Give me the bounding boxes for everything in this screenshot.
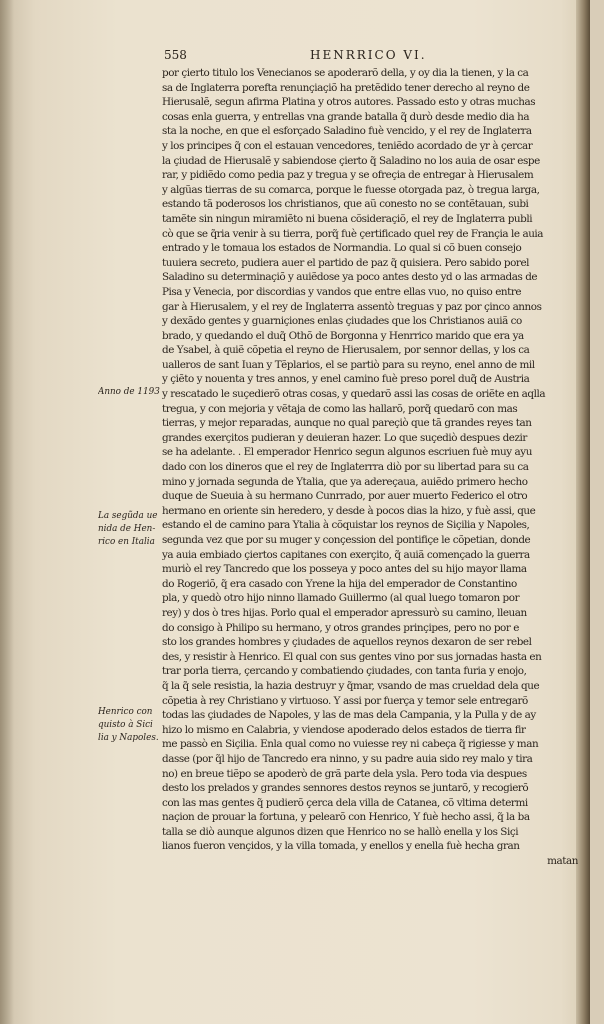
text-line: ya auia embiado çiertos capitanes con exerçito, q̃ auiã començado la guerra: [162, 548, 530, 561]
page-header: [160, 48, 580, 66]
margin-note-segunda-venida: [98, 510, 164, 549]
text-line: mino y jornada segunda de Ytalia, que ya adereçaua, auiẽdo primero hecho: [162, 475, 528, 488]
text-line: dado con los dineros que el rey de Inglaterrra diò por su libertad para su ca: [162, 461, 529, 474]
page-edge: [576, 0, 590, 1024]
text-line: hizo lo mismo en Calabria, y viendose apoderado delos estados de tierra fir: [162, 723, 526, 736]
text-line: tierras, y mejor reparadas, aunque no qual pareçiò que tã grandes reyes tan: [162, 417, 532, 430]
text-line: tamẽte sin ningun miramiẽto ni buena cõsideraçiõ, el rey de Inglaterra publi: [162, 212, 533, 225]
text-line: tuuiera secreto, pudiera auer el partido de paz q̃ quisiera. Pero sabido porel: [162, 256, 530, 269]
margin-note-line: rico en Italia: [98, 537, 155, 547]
text-line: gar à Hierusalem, y el rey de Inglaterra assentò treguas y paz por çinco annos: [162, 300, 542, 313]
text-line: cosas enla guerra, y entrellas vna grande batalla q̃ durò desde medio dia ha: [162, 110, 530, 123]
text-line: do consigo à Philipo su hermano, y otros grandes prinçipes, pero no por e: [162, 621, 519, 634]
text-line: lianos fueron vençidos, y la villa tomada, y enellos y enella fuè hecha gran: [162, 840, 520, 853]
spine-shadow: [0, 0, 14, 1024]
text-line: y rescatado le suçedierõ otras cosas, y quedarõ assi las cosas de oriẽte en aqlla: [162, 388, 546, 401]
text-line: todas las çiudades de Napoles, y las de mas dela Campania, y la Pulla y de ay: [162, 709, 536, 722]
margin-note-anno: [98, 386, 164, 399]
text-line: muriò el rey Tancredo que los posseya y poco antes del su hijo mayor llama: [162, 563, 527, 576]
text-line: y dexãdo gentes y guarniçiones enlas çiudades que los Christianos auiã co: [162, 315, 522, 328]
text-line: y çiẽto y nouenta y tres annos, y enel camino fuè preso porel duq̃ de Austria: [162, 373, 530, 386]
margin-note-conquisto: [98, 706, 164, 745]
text-line: Pisa y Venecia, por discordias y vandos que entre ellas vuo, no quiso entre: [162, 285, 522, 298]
text-line: no) en breue tiẽpo se apoderò de grã parte dela ysla. Pero toda via despues: [162, 767, 527, 780]
text-line: sa de Inglaterra porefta renunçiaçiõ ha pretẽdido tener derecho al reyno de: [162, 81, 530, 94]
text-line: naçion de prouar la fortuna, y pelearõ con Henrico, Y fuè hecho assi, q̃ la ba: [162, 811, 530, 824]
text-line: desto los prelados y grandes sennores destos reynos se juntarõ, y recogierõ: [162, 782, 529, 795]
text-line: por çierto titulo los Venecianos se apoderarõ della, y oy dia la tienen, y la ca: [162, 67, 529, 79]
text-line: matan: [547, 855, 578, 868]
text-line: do Rogeriõ, q̃ era casado con Yrene la hija del emperador de Constantino: [162, 577, 517, 590]
text-line: sta la noche, en que el esforçado Saladino fuè vencido, y el rey de Inglaterra: [162, 125, 532, 138]
body-text: [162, 66, 578, 869]
text-line: q̃ la q̃ sele resistia, la hazia destruyr y q̃mar, vsando de mas crueldad dela que: [162, 679, 540, 692]
text-line: trar porla tierra, çercando y combatiendo çiudades, con tanta furia y enojo,: [162, 665, 527, 678]
text-line: ualleros de sant Iuan y Tẽplarios, el se partiò para su reyno, enel anno de mil: [162, 358, 535, 371]
text-line: estando tã poderosos los christianos, que aũ conesto no se contẽtauan, subi: [162, 198, 529, 211]
text-line: des, y resistir à Henrico. El qual con sus gentes vino por sus jornadas hasta en: [162, 650, 542, 663]
margin-note-line: lia y Napoles.: [98, 733, 159, 743]
margin-note-line: nida de Hen-: [98, 524, 156, 534]
margin-note-line: La segũda ue: [98, 511, 158, 521]
text-line: segunda vez que por su muger y conçession del pontifiçe le cõpetian, donde: [162, 534, 531, 546]
margin-note-line: Henrico con: [98, 707, 153, 717]
text-line: entrado y le tomaua los estados de Normandia. Lo qual si cõ buen consejo: [162, 242, 522, 255]
text-line: Saladino su determinaçiõ y auiẽdose ya poco antes desto yd o las armadas de: [162, 271, 538, 284]
text-line: se ha adelante. . El emperador Henrico segun algunos escriuen fuè muy ayu: [162, 446, 532, 459]
text-line: cõpetia à rey Christiano y virtuoso. Y assi por fuerça y temor sele entregarõ: [162, 694, 528, 707]
text-line: talla se diò aunque algunos dizen que Henrico no se hallò enella y los Siçi: [162, 825, 519, 838]
text-line: rar, y pidiẽdo como pedia paz y tregua y se ofreçia de entregar à Hierusalem: [162, 169, 534, 182]
text-line: grandes exerçitos pudieran y deuieran hazer. Lo que suçediò despues dezir: [162, 431, 527, 444]
text-line: duque de Sueuia à su hermano Cunrrado, por auer muerto Federico el otro: [162, 490, 528, 503]
text-line: la çiudad de Hierusalẽ y sabiendose çierto q̃ Saladino no los auia de osar espe: [162, 154, 540, 167]
text-line: me passò en Siçilia. Enla qual como no vuiesse rey ni cabeça q̃ rigiesse y man: [162, 738, 539, 751]
text-line: estando el de camino para Ytalia à cõquistar los reynos de Siçilia y Napoles,: [162, 519, 530, 532]
text-line: con las mas gentes q̃ pudierõ çerca dela villa de Catanea, cõ vltima determi: [162, 796, 528, 809]
text-line: sto los grandes hombres y çiudades de aquellos reynos dexaron de ser rebel: [162, 636, 532, 649]
text-line: hermano en oriente sin heredero, y desde à pocos dias la hizo, y fuè assi, que: [162, 504, 536, 517]
text-line: pla, y quedò otro hijo ninno llamado Guillermo (al qual luego tomaron por: [162, 592, 520, 605]
text-line: y los principes q̃ con el estauan vencedores, teniẽdo acordado de yr à çercar: [162, 139, 533, 152]
text-line: tregua, y con mejoria y vẽtaja de como las hallarõ, porq̃ quedarõ con mas: [162, 402, 518, 415]
text-line: brado, y quedando el duq̃ Othõ de Borgonna y Henrrico marido que era ya: [162, 329, 524, 342]
running-head: HENRRICO VI.: [310, 48, 427, 62]
margin-note-line: Anno de 1193: [98, 387, 160, 397]
folio-number: 558: [164, 48, 187, 62]
margin-note-line: quisto à Sici: [98, 720, 153, 730]
text-line: Hierusalẽ, segun afirma Platina y otros autores. Passado esto y otras muchas: [162, 96, 536, 109]
text-line: de Ysabel, à quiẽ cõpetia el reyno de Hierusalem, por sennor dellas, y los ca: [162, 344, 530, 357]
text-line: y algũas tierras de su comarca, porque le fuesse otorgada paz, ò tregua larga,: [162, 183, 540, 196]
text-line: rey) y dos ò tres hijas. Porlo qual el emperador apressurò su camino, lleuan: [162, 606, 527, 619]
text-line: dasse (por q̃l hijo de Tancredo era ninno, y su padre auia sido rey malo y tira: [162, 752, 533, 765]
text-line: cò que se q̃ria venir à su tierra, porq̃ fuè çertificado quel rey de Françia le auia: [162, 227, 544, 240]
